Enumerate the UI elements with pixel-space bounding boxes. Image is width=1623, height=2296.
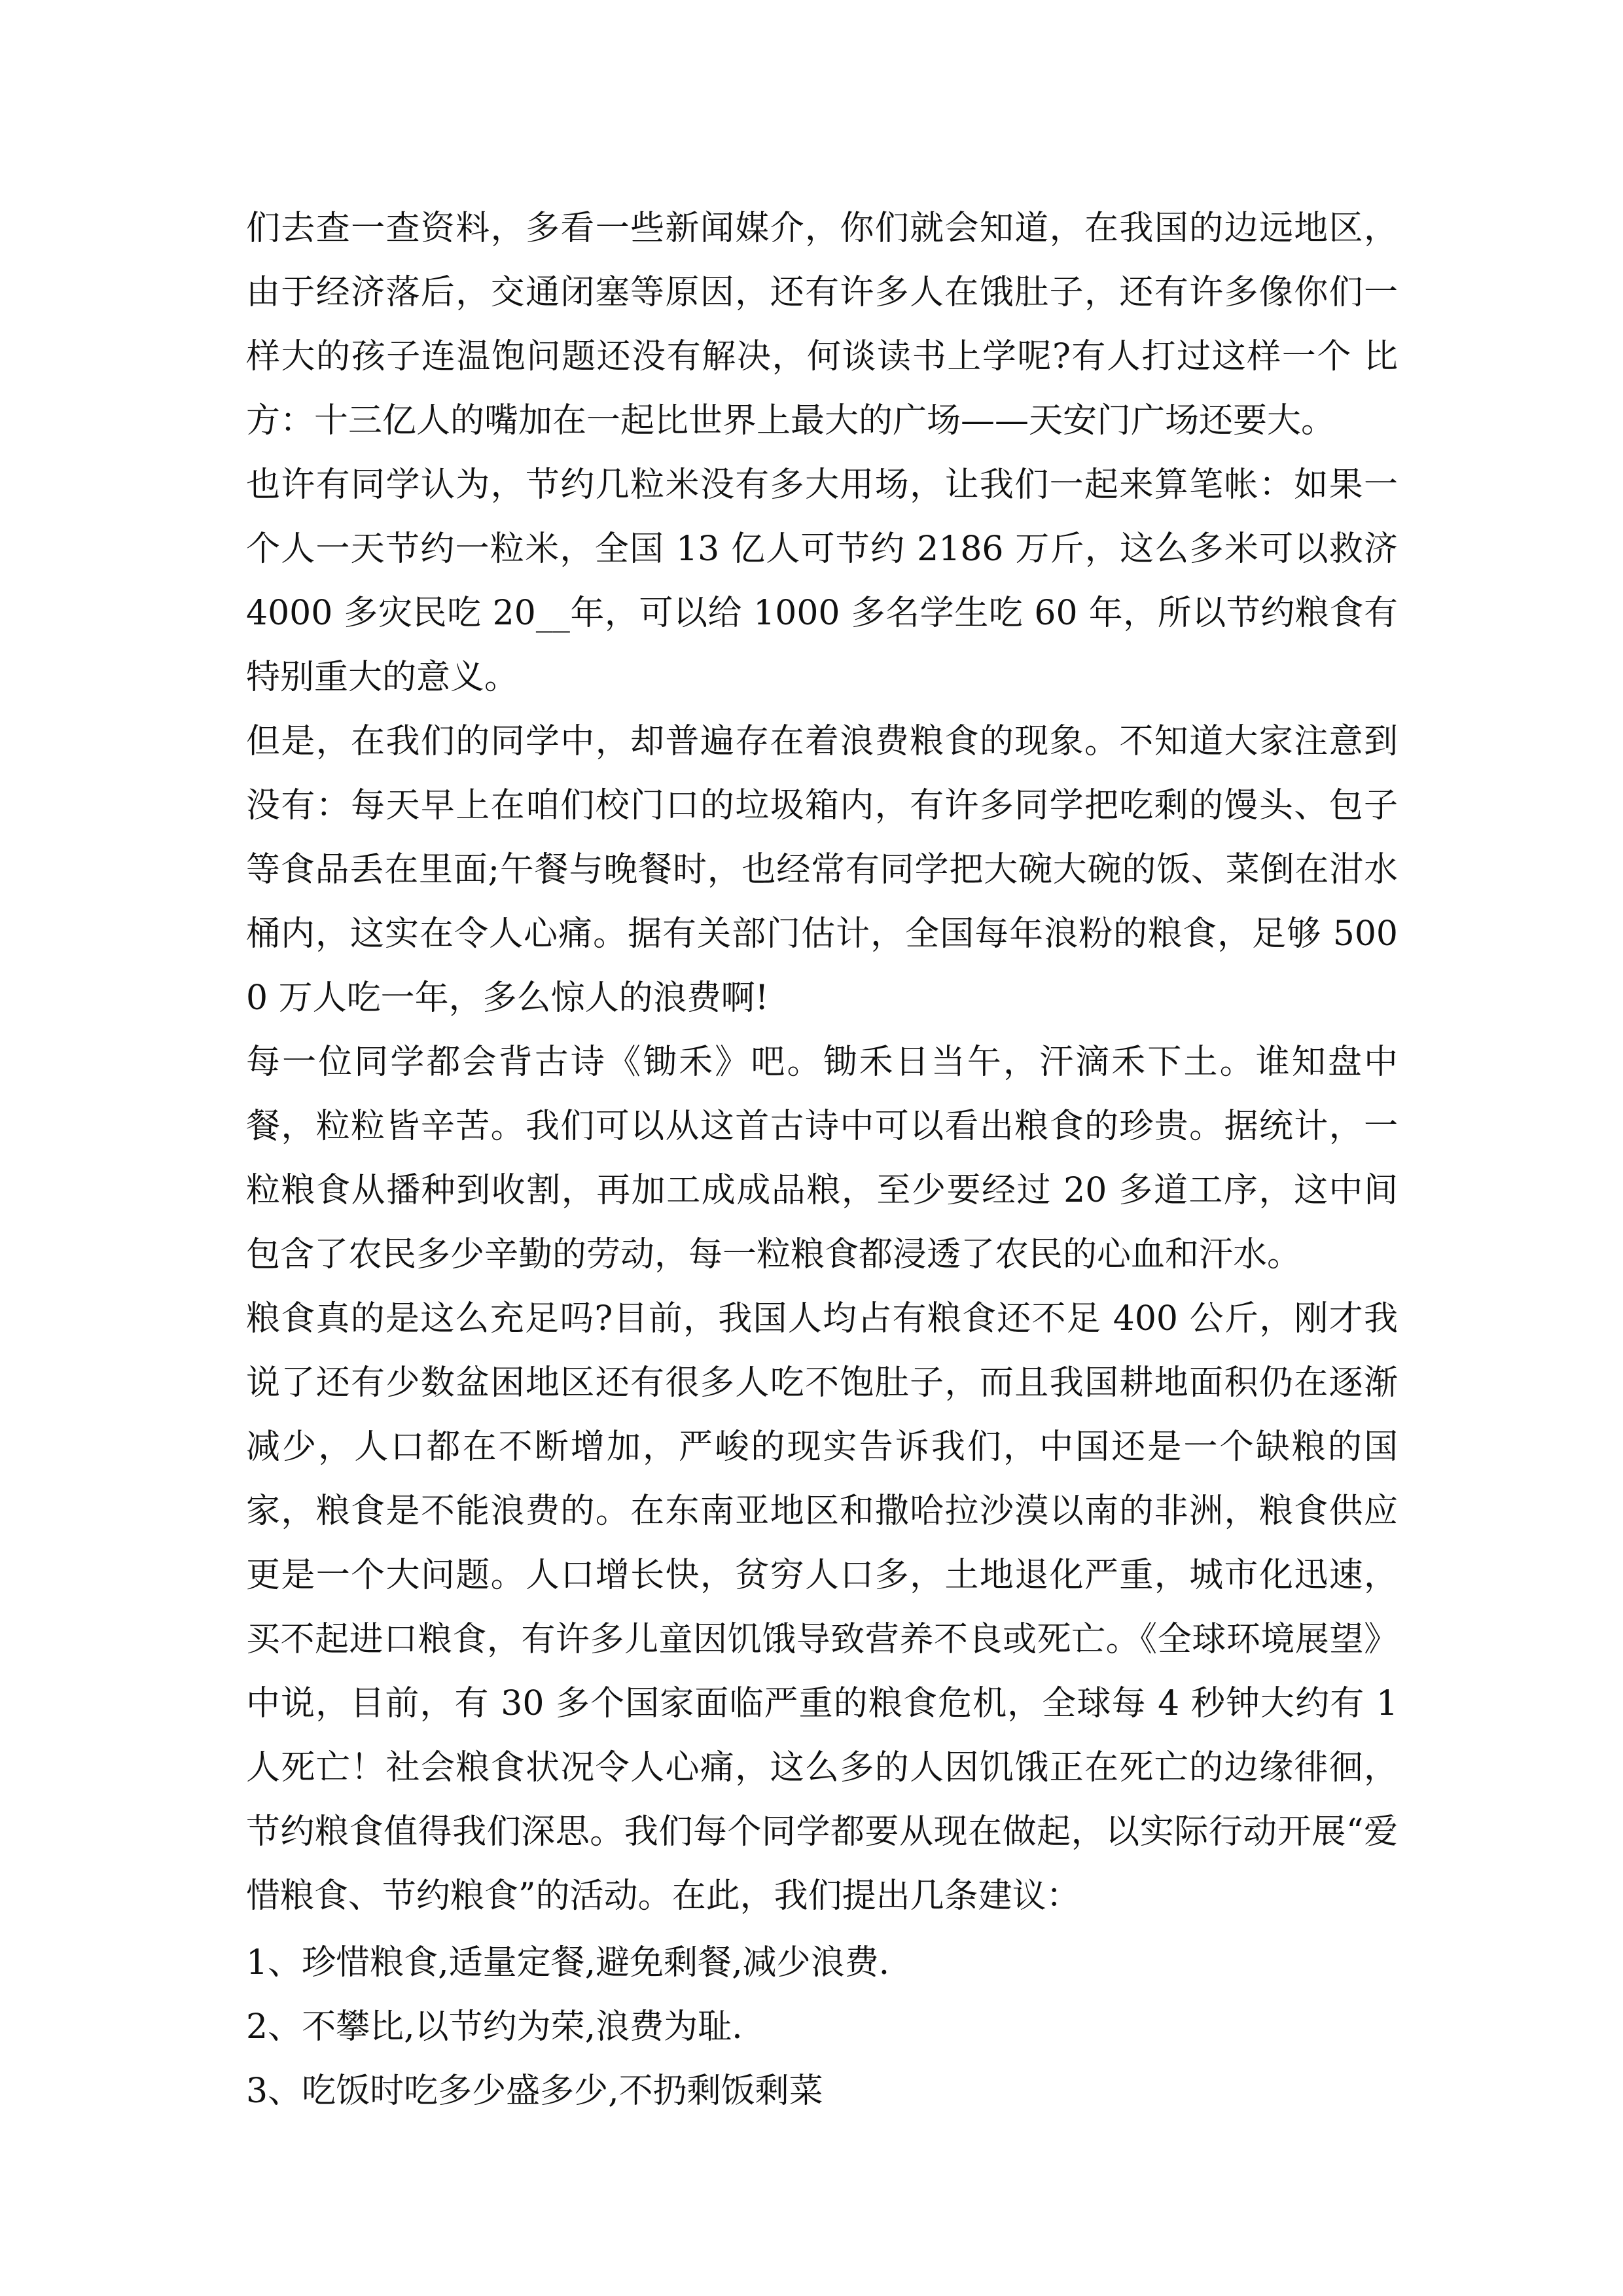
suggestion-item: 2、不攀比,以节约为荣,浪费为耻.: [246, 2007, 743, 2047]
paragraph-saving-calculation: 也许有同学认为，节约几粒米没有多大用场，让我们一起来算笔帐：如果一个人一天节约一粒米，全国 13 亿人可节约 2186 万斤，这么多米可以救济 4000 多灾民吃 20__年，可以给 1000 多名学生吃 60 年，所以节约粮食有特别重大的意义。: [246, 465, 1398, 697]
document-body: [246, 196, 1398, 2123]
suggestion-item: 3、吃饭时吃多少盛多少,不扔剩饭剩菜: [246, 2072, 823, 2111]
paragraph-food-shortage-intro: 们去查一查资料，多看一些新闻媒介，你们就会知道，在我国的边远地区，由于经济落后，交通闭塞等原因，还有许多人在饿肚子，还有许多像你们一样大的孩子连温饱问题还没有解决，何谈读书上学呢?有人打过这样一个 比方：十三亿人的嘴加在一起比世界上最大的广场——天安门广场还要大。: [246, 209, 1398, 440]
suggestion-list: [246, 1931, 1398, 2123]
paragraph-food-situation: 粮食真的是这么充足吗?目前，我国人均占有粮食还不足 400 公斤，刚才我说了还有少数盆困地区还有很多人吃不饱肚子，而且我国耕地面积仍在逐渐减少，人口都在不断增加，严峻的现实告诉我们，中国还是一个缺粮的国家，粮食是不能浪费的。在东南亚地区和撒哈拉沙漠以南的非洲，粮食供应更是一个大问题。人口增长快，贫穷人口多，土地退化严重，城市化迅速，买不起进口粮食，有许多儿童因饥饿导致营养不良或死亡。《全球环境展望》中说，目前，有 30 多个国家面临严重的粮食危机，全球每 4 秒钟大约有 1 人死亡！社会粮食状况令人心痛，这么多的人因饥饿正在死亡的边缘徘徊，节约粮食值得我们深思。我们每个同学都要从现在做起，以实际行动开展“爱惜粮食、节约粮食”的活动。在此，我们提出几条建议：: [246, 1299, 1398, 1916]
paragraph-waste-at-school: 但是，在我们的同学中，却普遍存在着浪费粮食的现象。不知道大家注意到没有：每天早上在咱们校门口的垃圾箱内，有许多同学把吃剩的馒头、包子等食品丢在里面;午餐与晚餐时，也经常有同学把大碗大碗的饭、菜倒在泔水桶内，这实在令人心痛。据有关部门估计，全国每年浪粉的粮食，足够 5000 万人吃一年，多么惊人的浪费啊!: [246, 722, 1398, 1018]
paragraph-ancient-poem: 每一位同学都会背古诗《锄禾》吧。锄禾日当午，汗滴禾下土。谁知盘中餐，粒粒皆辛苦。我们可以从这首古诗中可以看出粮食的珍贵。据统计，一粒粮食从播种到收割，再加工成成品粮，至少要经过 20 多道工序，这中间包含了农民多少辛勤的劳动，每一粒粮食都浸透了农民的心血和汗水。: [246, 1043, 1398, 1274]
suggestion-item: 1、珍惜粮食,适量定餐,避免剩餐,减少浪费.: [246, 1943, 890, 1982]
